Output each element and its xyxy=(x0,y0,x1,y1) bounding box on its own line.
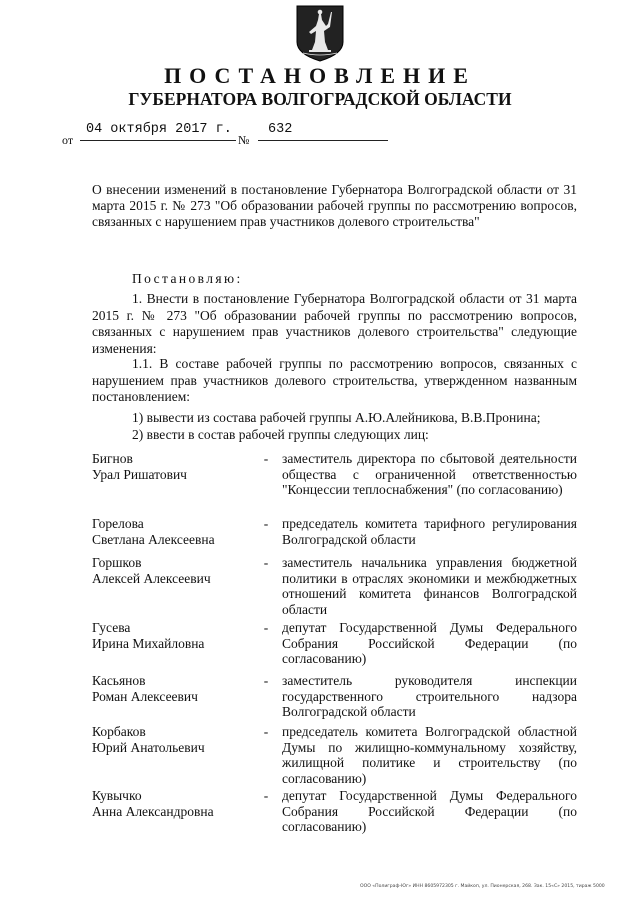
member-surname: Кувычко xyxy=(92,788,142,803)
member-given-names: Алексей Алексеевич xyxy=(92,570,211,586)
member-role: председатель комитета Волгоградской областной Думы по жилищно-коммунальному хозяйству, жилищной политике и строительству (по согласованию) xyxy=(282,724,577,786)
number-label: № xyxy=(238,133,250,147)
member-surname: Гусева xyxy=(92,620,131,635)
document-subtitle: ГУБЕРНАТОРА ВОЛГОГРАДСКОЙ ОБЛАСТИ xyxy=(128,89,512,109)
document-summary: О внесении изменений в постановление Губернатора Волгоградской области от 31 марта 2015 г. № 273 "Об образовании рабочей группы по рассмотрению вопросов, связанных с нарушением прав участников долевого строительства" xyxy=(92,182,577,229)
member-dash: - xyxy=(263,620,269,635)
subclause-1: 1) вывести из состава рабочей группы А.Ю.Алейникова, В.В.Пронина; xyxy=(132,410,541,425)
member-given-names: Роман Алексеевич xyxy=(92,688,198,704)
member-name xyxy=(92,788,262,819)
member-name xyxy=(92,724,262,755)
member-name xyxy=(92,673,262,704)
date-number-line xyxy=(62,118,442,148)
member-given-names: Анна Александровна xyxy=(92,803,214,819)
clause-1: 1. Внести в постановление Губернатора Волгоградской области от 31 марта 2015 г. № 273 "Об образовании рабочей группы по рассмотрению вопросов, связанных с нарушением прав участников долевого строительства" следующие изменения: xyxy=(92,291,577,356)
member-surname: Горелова xyxy=(92,516,144,531)
document-number: 632 xyxy=(258,120,388,141)
document-date: 04 октября 2017 г. xyxy=(80,120,236,141)
member-role: депутат Государственной Думы Федерального Собрания Российской Федерации (по согласованию) xyxy=(282,620,577,666)
member-surname: Касьянов xyxy=(92,673,146,688)
member-surname: Корбаков xyxy=(92,724,146,739)
member-dash: - xyxy=(263,724,269,739)
subclause-2: 2) ввести в состав рабочей группы следующих лиц: xyxy=(132,427,429,442)
volgograd-emblem-icon xyxy=(295,4,345,62)
member-surname: Бигнов xyxy=(92,451,133,466)
member-row xyxy=(92,516,577,548)
resolution-lead: Постановляю: xyxy=(132,271,243,286)
member-surname: Горшков xyxy=(92,555,142,570)
member-name xyxy=(92,451,262,482)
member-row xyxy=(92,788,577,836)
printer-footer: ООО «Полиграф-Юг» ИНН 8605972305 г. Майкоп, ул. Пионерская, 268. Зак. 15«С» 2015, тираж 5000 xyxy=(360,884,605,889)
member-role: заместитель руководителя инспекции государственного строительного надзора Волгоградской области xyxy=(282,673,577,719)
member-dash: - xyxy=(263,451,269,466)
member-role: председатель комитета тарифного регулирования Волгоградской области xyxy=(282,516,577,547)
member-dash: - xyxy=(263,516,269,531)
member-role: заместитель директора по сбытовой деятельности общества с ограниченной ответственностью "Концессии теплоснабжения" (по согласованию) xyxy=(282,451,577,497)
document-title: ПОСТАНОВЛЕНИЕ xyxy=(164,63,476,88)
member-given-names: Светлана Алексеевна xyxy=(92,531,215,547)
member-given-names: Ирина Михайловна xyxy=(92,635,205,651)
member-given-names: Юрий Анатольевич xyxy=(92,739,205,755)
member-role: заместитель начальника управления бюджетной политики в отраслях экономики и межбюджетных отношений комитета финансов Волгоградской области xyxy=(282,555,577,617)
member-row xyxy=(92,620,577,668)
member-name xyxy=(92,620,262,651)
member-role: депутат Государственной Думы Федерального Собрания Российской Федерации (по согласованию) xyxy=(282,788,577,834)
member-name xyxy=(92,516,262,547)
member-name xyxy=(92,555,262,586)
member-row xyxy=(92,673,577,721)
member-dash: - xyxy=(263,673,269,688)
member-dash: - xyxy=(263,788,269,803)
date-from-label: от xyxy=(62,133,74,147)
member-dash: - xyxy=(263,555,269,570)
member-row xyxy=(92,555,577,617)
clause-1-1: 1.1. В составе рабочей группы по рассмотрению вопросов, связанных с нарушением прав участников долевого строительства, утвержденном названным постановлением: xyxy=(92,356,577,404)
member-row xyxy=(92,451,577,511)
member-row xyxy=(92,724,577,786)
member-given-names: Урал Ришатович xyxy=(92,466,187,482)
